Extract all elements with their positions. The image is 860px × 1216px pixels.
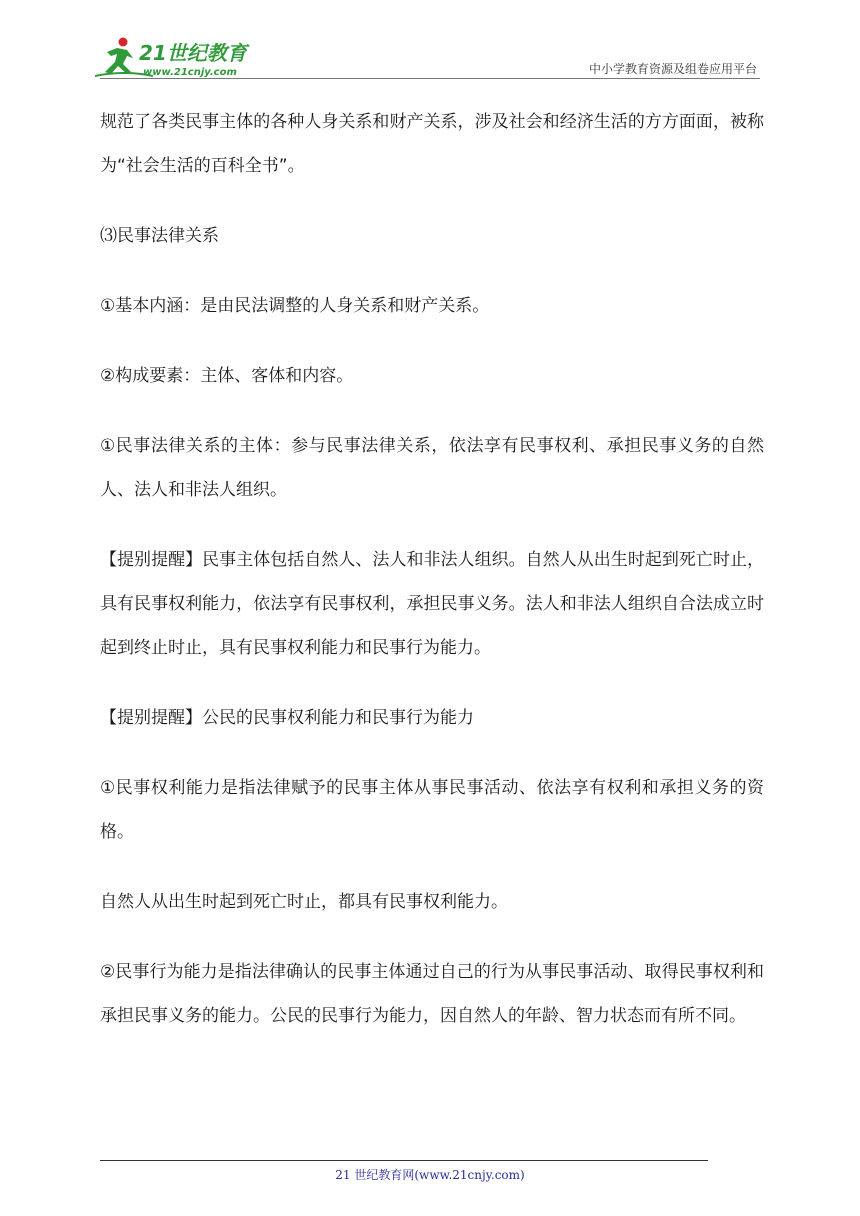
paragraph: ①基本内涵：是由民法调整的人身关系和财产关系。 [100, 296, 490, 316]
paragraph: ②构成要素：主体、客体和内容。 [100, 366, 354, 386]
paragraph: 自然人从出生时起到死亡时止，都具有民事权利能力。 [100, 892, 508, 912]
platform-label: 中小学教育资源及组卷应用平台 [588, 62, 757, 76]
footer-divider [100, 1160, 708, 1161]
paragraph: ①民事法律关系的主体：参与民事法律关系，依法享有民事权利、承担民事义务的自然人、法人和非法人组织。 [100, 436, 764, 500]
paragraph: ②民事行为能力是指法律确认的民事主体通过自己的行为从事民事活动、取得民事权利和承担民事义务的能力。公民的民事行为能力，因自然人的年龄、智力状态而有所不同。 [100, 962, 764, 1026]
header-divider [100, 78, 760, 79]
paragraph: ①民事权利能力是指法律赋予的民事主体从事民事活动、依法享有权利和承担义务的资格。 [100, 778, 764, 842]
section-heading: ⑶民事法律关系 [100, 226, 219, 246]
logo-text: 21世纪教育 [139, 41, 247, 65]
paragraph: 规范了各类民事主体的各种人身关系和财产关系，涉及社会和经济生活的方方面面，被称为“社会生活的百科全书”。 [100, 112, 764, 176]
note-heading: 【提别提醒】公民的民事权利能力和民事行为能力 [100, 708, 474, 728]
document-body [100, 100, 764, 1064]
footer-link[interactable]: 21 世纪教育网(www.21cnjy.com) [335, 1168, 525, 1182]
site-logo[interactable] [93, 34, 263, 82]
page-header [0, 0, 860, 90]
note-paragraph: 【提别提醒】民事主体包括自然人、法人和非法人组织。自然人从出生时起到死亡时止，具有民事权利能力，依法享有民事权利，承担民事义务。法人和非法人组织自合法成立时起到终止时止，具有民事权利能力和民事行为能力。 [100, 550, 764, 658]
logo-url: www.21cnjy.com [143, 67, 237, 78]
runner-logo-icon [93, 34, 263, 82]
